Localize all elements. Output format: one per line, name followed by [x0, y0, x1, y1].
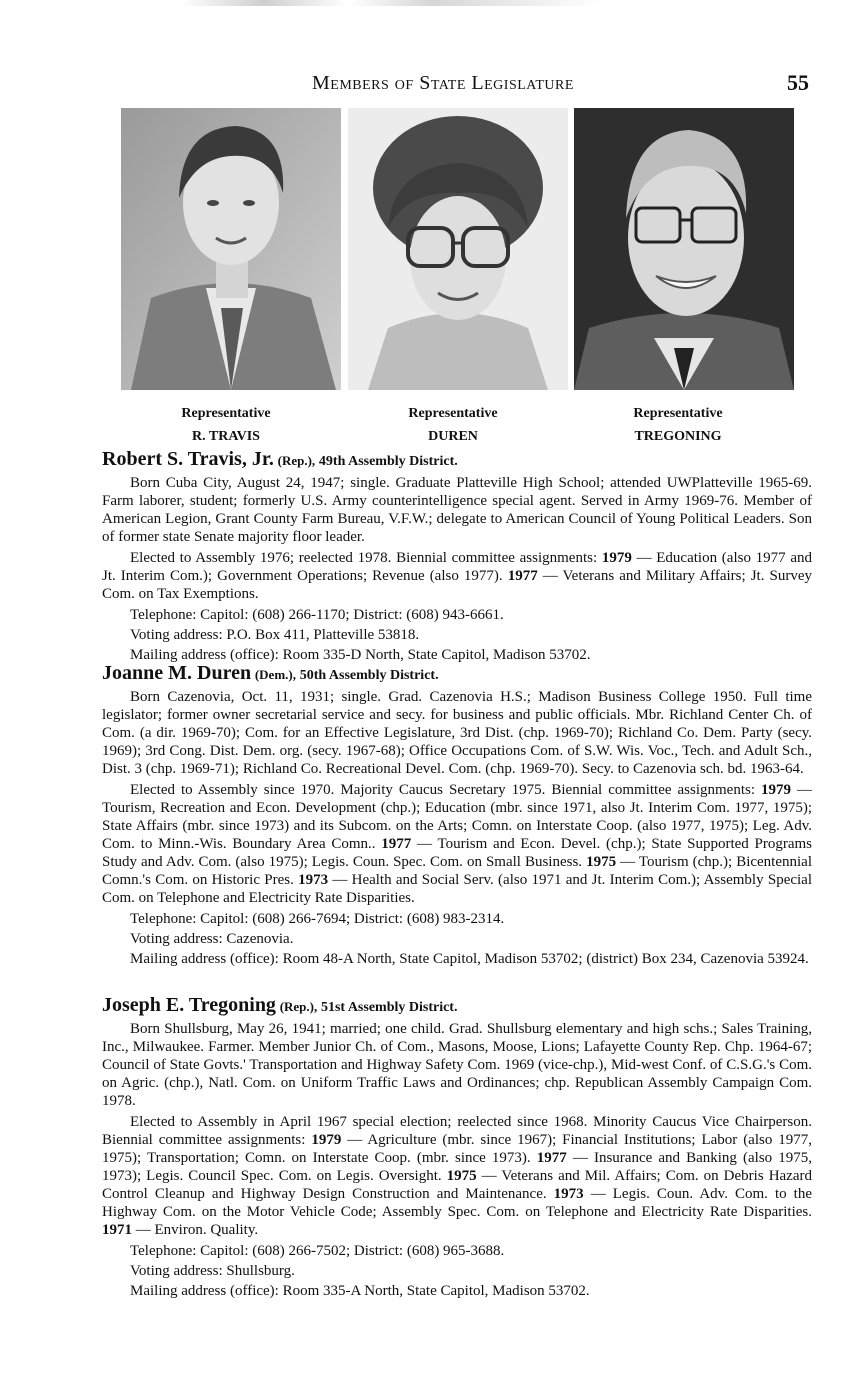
bio-tregoning	[102, 996, 812, 1302]
telephone-line: Telephone: Capitol: (608) 266-7694; District: (608) 983-2314.	[130, 911, 505, 927]
caption-role: Representative	[181, 406, 271, 421]
page-header	[100, 70, 809, 100]
party-label: (Rep.),	[279, 999, 318, 1014]
telephone-line: Telephone: Capitol: (608) 266-7502; District: (608) 965-3688.	[130, 1243, 505, 1259]
bio-heading	[102, 996, 812, 1017]
bio-elected-paragraph: Elected to Assembly 1976; reelected 1978. Biennial committee assignments: 1979 — Education (also 1977 and Jt. Interim Com.); Government Operations; Revenue (also 1977). 1977 — Veterans and Military Affairs; Jt. Survey Com. on Tax Exemptions.	[102, 550, 813, 602]
mailing-address-line: Mailing address (office): Room 48-A North, State Capitol, Madison 53702; (district) Box 234, Cazenovia 53924.	[130, 951, 809, 967]
caption-name: R. TRAVIS	[192, 429, 260, 444]
portrait-photo-duren	[348, 108, 568, 390]
caption-role: Representative	[408, 406, 498, 421]
bio-duren	[102, 664, 812, 970]
bio-born-paragraph: Born Shullsburg, May 26, 1941; married; one child. Grad. Shullsburg elementary and high schs.; Sales Training, Inc., Milwaukee. Farmer. Member Junior Ch. of Com., Masons, Moose, Lions; Lafayette County Rep. Chp. 1964-67; Council of State Govts.' Transportation and Highway Safety Com. 1969 (vice-chp.), Mid-west Conf. of C.S.G.'s Com. on Agric. (chp.), Natl. Com. on Uniform Traffic Laws and Ordinances; chp. Republican Assembly Campaign Com. 1978.	[102, 1021, 812, 1109]
mailing-address-line: Mailing address (office): Room 335-A North, State Capitol, Madison 53702.	[130, 1283, 590, 1299]
photo-caption-duren	[343, 402, 563, 448]
caption-role: Representative	[633, 406, 723, 421]
bio-elected-paragraph: Elected to Assembly since 1970. Majority Caucus Secretary 1975. Biennial committee assignments: 1979 — Tourism, Recreation and Econ. Development (chp.); Education (mbr. since 1971, also Jt. Interim Com. 1977, 1975); State Affairs (mbr. since 1973) and its Subcom. on the Arts; Comn. on Interstate Coop. (also 1977, 1975); Leg. Adv. Com. to Minn.-Wis. Boundary Area Comn.. 1977 — Tourism and Econ. Devel. (chp.); State Supported Programs Study and Adv. Com. (also 1975); Legis. Coun. Spec. Com. on Small Business. 1975 — Tourism (chp.); Bicentennial Comn.'s Com. on Historic Pres. 1973 — Health and Social Serv. (also 1971 and Jt. Interim Com.); Assembly Special Com. on Telephone and Electricity Rate Disparities.	[102, 782, 813, 906]
telephone-line: Telephone: Capitol: (608) 266-1170; District: (608) 943-6661.	[130, 607, 504, 623]
photo-caption-travis	[116, 402, 336, 448]
member-name: Robert S. Travis, Jr.	[102, 448, 274, 470]
member-name: Joseph E. Tregoning	[102, 994, 276, 1016]
bio-heading	[102, 664, 812, 685]
voting-address-line: Voting address: Shullsburg.	[130, 1263, 295, 1279]
portrait-photo-tregoning	[574, 108, 794, 390]
party-label: (Dem.),	[254, 667, 296, 682]
photo-caption-tregoning	[568, 402, 788, 448]
portrait-photo-travis	[121, 108, 341, 390]
voting-address-line: Voting address: Cazenovia.	[130, 931, 294, 947]
district-label: 51st Assembly District.	[320, 1000, 458, 1015]
caption-name: TREGONING	[634, 429, 722, 444]
bio-travis	[102, 450, 812, 666]
party-label: (Rep.),	[277, 453, 316, 468]
scan-artifact	[180, 0, 600, 6]
bio-elected-paragraph: Elected to Assembly in April 1967 special election; reelected since 1968. Minority Caucus Vice Chairperson. Biennial committee assignments: 1979 — Agriculture (mbr. since 1967); Financial Institutions; Labor (also 1977, 1975); Transportation; Comn. on Interstate Coop. (mbr. since 1973). 1977 — Insurance and Banking (also 1975, 1973); Legis. Council Spec. Com. on Legis. Oversight. 1975 — Veterans and Mil. Affairs; Com. on Debris Hazard Control Cleanup and Highway Design Construction and Maintenance. 1973 — Legis. Coun. Adv. Com. to the Highway Com. on the Motor Vehicle Code; Assembly Spec. Com. on Telephone and Electricity Rate Disparities. 1971 — Environ. Quality.	[102, 1114, 813, 1238]
running-title: Members of State Legislature	[312, 72, 574, 94]
bio-born-paragraph: Born Cazenovia, Oct. 11, 1931; single. Grad. Cazenovia H.S.; Madison Business College 1950. Full time legislator; former owner secretarial service and secy. for business and public officials. Mbr. Richland Center Ch. of Com. (a dir. 1969-70); Com. for an Effective Legislature, 3rd Dist. (chp. 1969-70); Richland Co. Dem. Party (secy. 1969); 3rd Cong. Dist. Dem. org. (secy. 1967-68); Office Occupations Com. of S.W. Wis. Voc., Tech. and Adult Sch., Dist. 3 (chp. 1969-71); Richland Co. Recreational Devel. Com. (chp. 1969-70). Secy. to Cazenovia sch. bd. 1963-64.	[102, 689, 812, 777]
page-number: 55	[787, 70, 809, 95]
voting-address-line: Voting address: P.O. Box 411, Platteville 53818.	[130, 627, 420, 643]
bio-born-paragraph: Born Cuba City, August 24, 1947; single. Graduate Platteville High School; attended UWPlatteville 1965-69. Farm laborer, student; formerly U.S. Army counterintelligence special agent. Served in Army 1969-76. Member of American Legion, Grant County Farm Bureau, V.F.W.; delegate to American Council of Young Political Leaders. Son of former state Senate majority floor leader.	[102, 475, 812, 545]
bio-heading	[102, 450, 812, 471]
caption-name: DUREN	[428, 429, 478, 444]
member-name: Joanne M. Duren	[102, 662, 252, 684]
district-label: 50th Assembly District.	[299, 668, 439, 683]
mailing-address-line: Mailing address (office): Room 335-D North, State Capitol, Madison 53702.	[130, 647, 591, 663]
district-label: 49th Assembly District.	[318, 454, 458, 469]
